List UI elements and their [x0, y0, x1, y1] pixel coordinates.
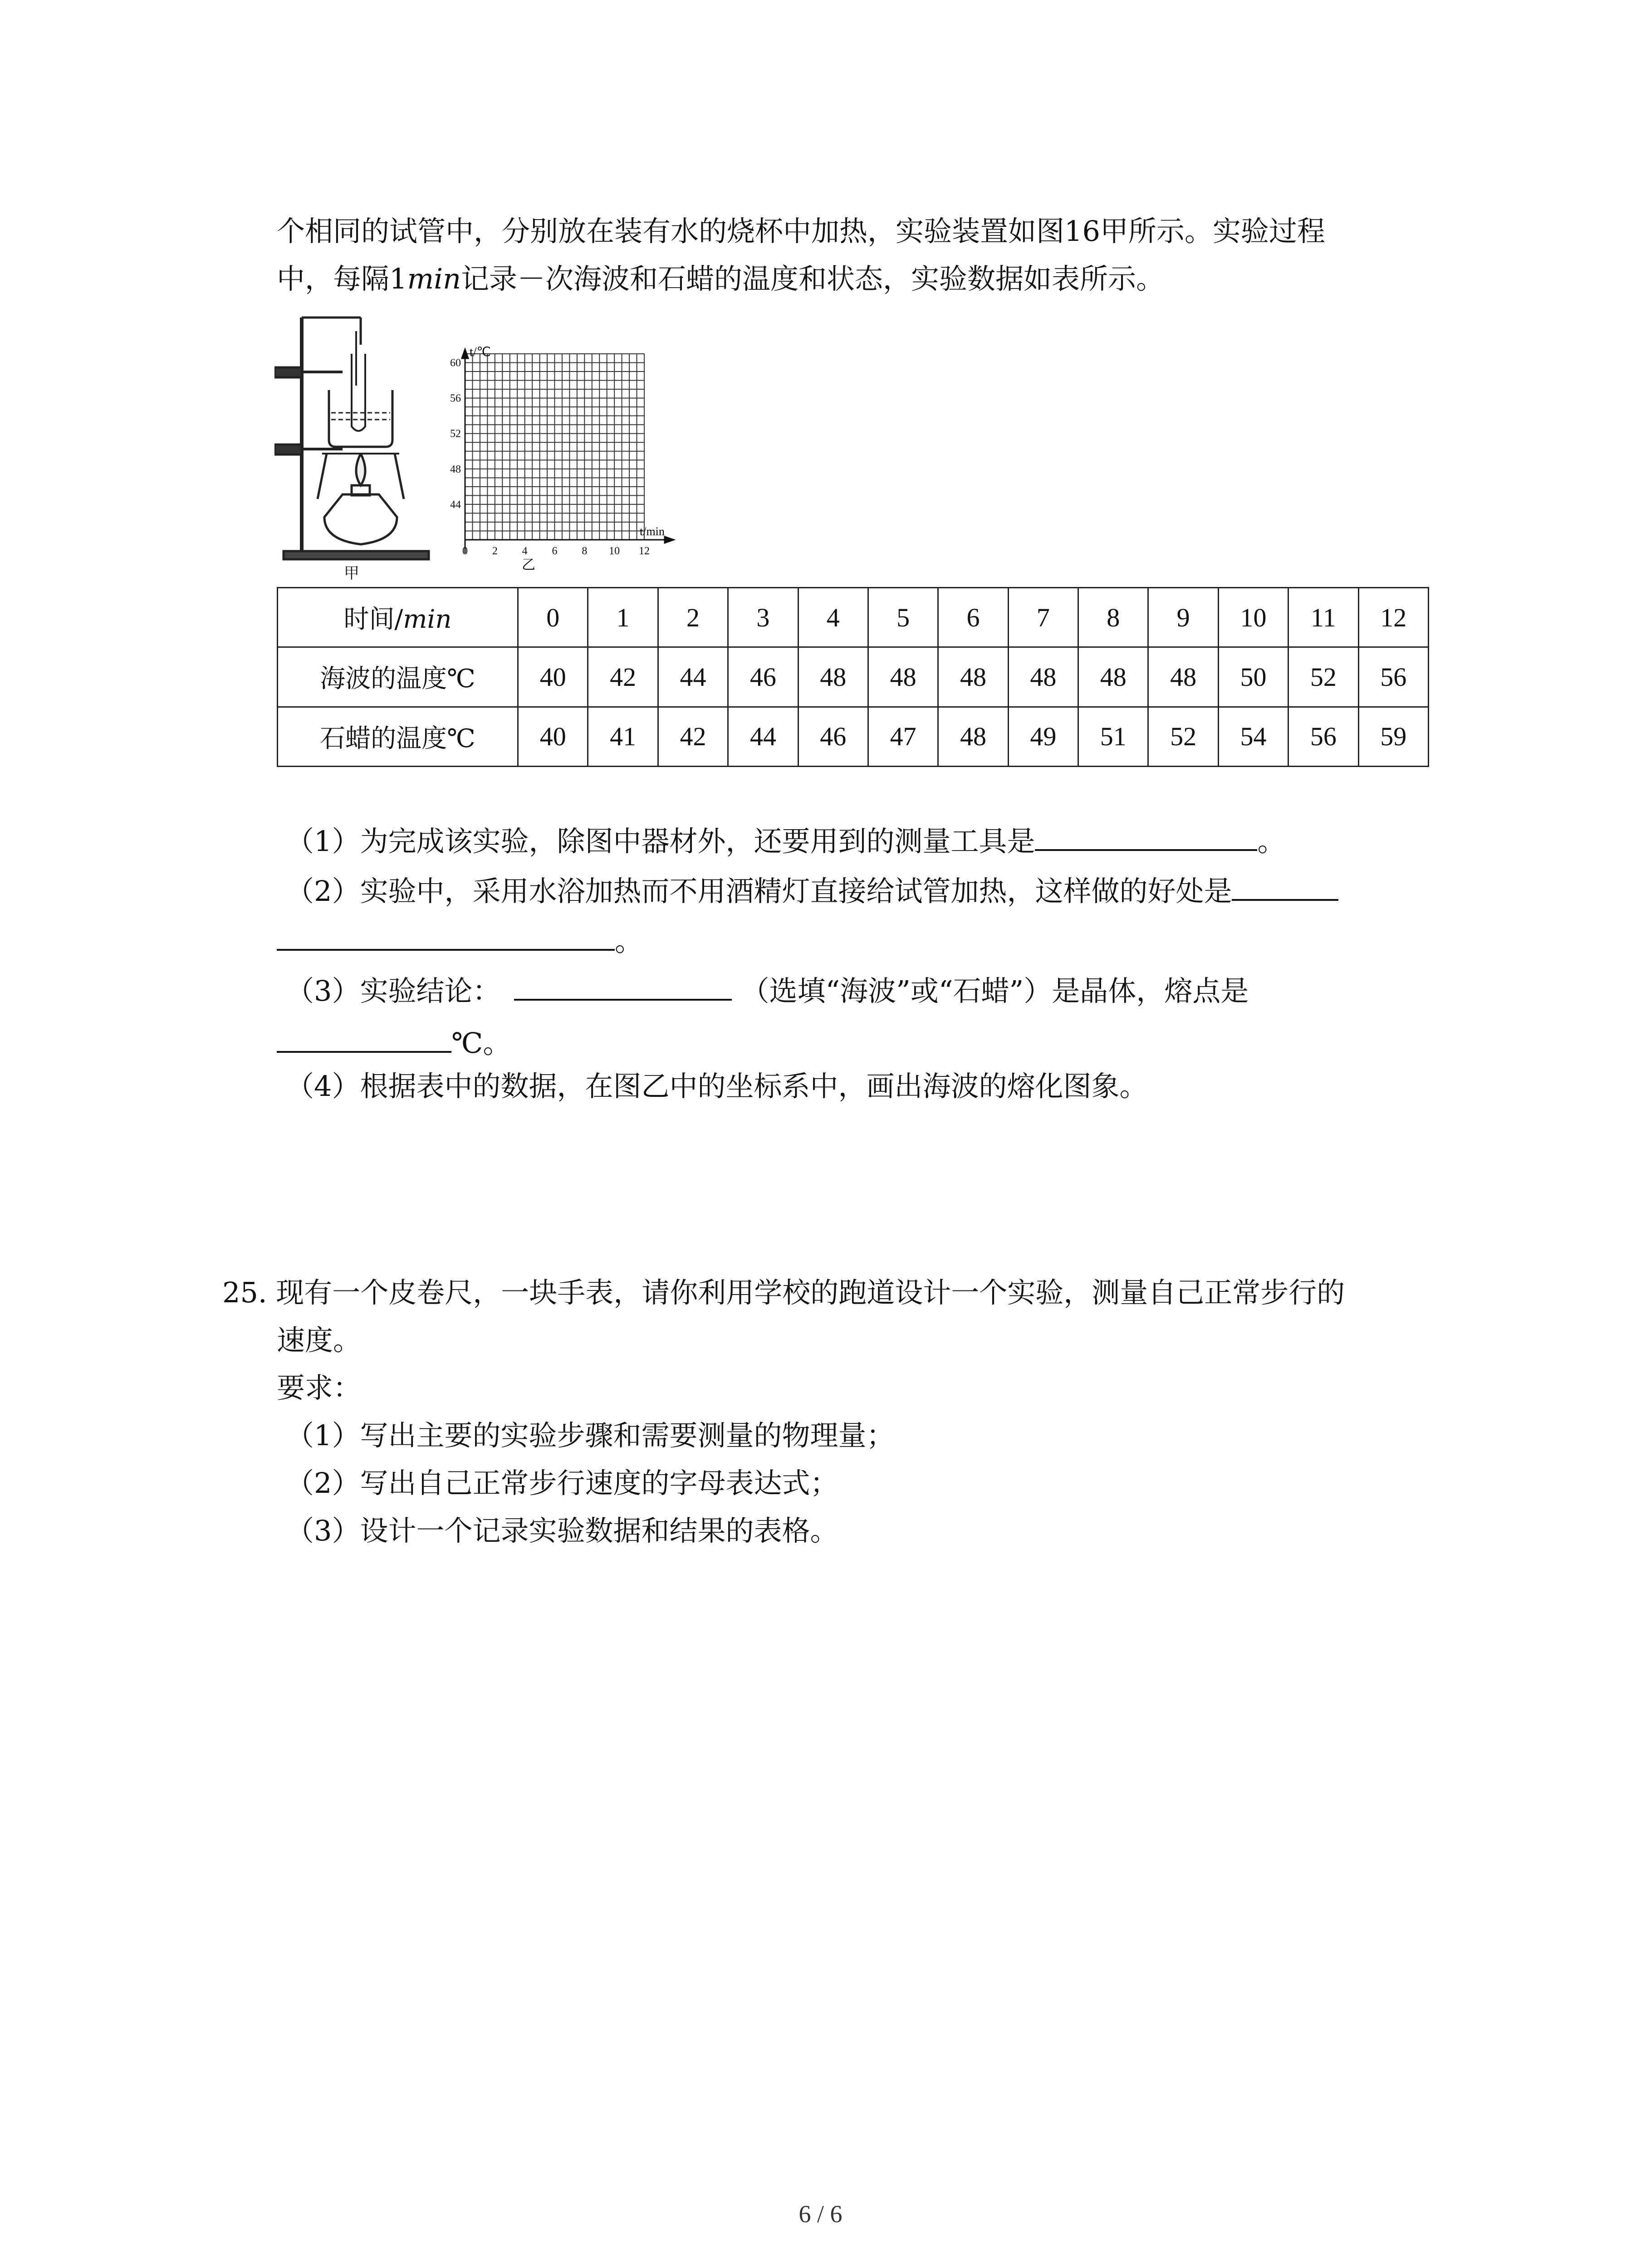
- answer-blank-2b[interactable]: [277, 921, 615, 951]
- x-tick-label: 8: [582, 545, 588, 557]
- question-2-cont: [277, 921, 643, 959]
- q25-req-3: [286, 1513, 838, 1549]
- time-cell: 5: [868, 588, 938, 647]
- temp-cell: 48: [938, 647, 1008, 707]
- temp-cell: 48: [868, 647, 938, 707]
- apparatus-figure: [274, 304, 438, 581]
- temp-cell: 44: [658, 647, 728, 707]
- question-2-end: 。: [615, 924, 643, 958]
- q25-req-label: 要求：: [277, 1371, 362, 1404]
- question-4: [286, 1068, 1147, 1105]
- temp-cell: 44: [728, 707, 798, 766]
- time-cell: 10: [1218, 588, 1288, 647]
- temp-cell: 56: [1288, 707, 1358, 766]
- melting-graph: [445, 345, 699, 572]
- time-cell: 8: [1078, 588, 1148, 647]
- temp-cell: 51: [1078, 707, 1148, 766]
- q25-req-1-text: （1）写出主要的实验步骤和需要测量的物理量；: [286, 1419, 895, 1452]
- graph-grid: [465, 354, 644, 540]
- q25-req-2-text: （2）写出自己正常步行速度的字母表达式；: [286, 1466, 838, 1500]
- temp-cell: 48: [938, 707, 1008, 766]
- temp-cell: 56: [1358, 647, 1429, 707]
- x-axis-arrow: [665, 537, 674, 543]
- intro-line-1: [277, 213, 1325, 249]
- time-cell: 1: [588, 588, 658, 647]
- time-cell: 2: [658, 588, 728, 647]
- question-3-cont: [277, 1023, 511, 1061]
- table-row-time: [278, 588, 1429, 647]
- x-tick-label: 0: [462, 545, 468, 557]
- answer-blank-2a[interactable]: [1232, 871, 1338, 901]
- temp-cell: 42: [658, 707, 728, 766]
- row-label-paraffin: 石蜡的温度℃: [278, 707, 518, 766]
- question-4-text: （4）根据表中的数据，在图乙中的坐标系中，画出海波的熔化图象。: [286, 1070, 1148, 1103]
- q25-text-2: 速度。: [277, 1324, 362, 1357]
- temp-cell: 48: [1008, 647, 1078, 707]
- temp-cell: 50: [1218, 647, 1288, 707]
- q25-text-1: 25. 现有一个皮卷尺，一块手表，请你利用学校的跑道设计一个实验，测量自己正常步行的: [222, 1276, 1345, 1309]
- temp-cell: 48: [1078, 647, 1148, 707]
- stand-base: [284, 551, 429, 559]
- intro-text-2a: 中，每隔1: [277, 262, 407, 295]
- question-3-text: （3）实验结论：: [286, 974, 501, 1007]
- time-cell: 9: [1148, 588, 1218, 647]
- time-cell: 0: [518, 588, 588, 647]
- y-tick-label: 56: [450, 392, 461, 405]
- x-tick-label: 2: [492, 545, 498, 557]
- question-3-end: ℃。: [451, 1026, 511, 1060]
- intro-line-2: [277, 261, 1164, 297]
- question-1-text: （1）为完成该实验，除图中器材外，还要用到的测量工具是: [286, 825, 1035, 858]
- table-row-hypo: [278, 647, 1429, 707]
- temp-cell: 47: [868, 707, 938, 766]
- time-cell: 7: [1008, 588, 1078, 647]
- temp-cell: 54: [1218, 707, 1288, 766]
- q25-line-1: [222, 1275, 1345, 1311]
- row-label-hypo: 海波的温度℃: [278, 647, 518, 707]
- y-axis-label: t/℃: [470, 345, 491, 359]
- time-cell: 11: [1288, 588, 1358, 647]
- q25-req-3-text: （3）设计一个记录实验数据和结果的表格。: [286, 1514, 838, 1547]
- x-tick-label: 10: [609, 545, 620, 557]
- question-2: [286, 871, 1338, 909]
- temp-cell: 48: [1148, 647, 1218, 707]
- temp-cell: 48: [798, 647, 868, 707]
- temp-cell: 40: [518, 647, 588, 707]
- alcohol-lamp: [324, 494, 397, 544]
- page-number: 6 / 6: [798, 2200, 843, 2228]
- x-axis-label: t/min: [640, 525, 665, 538]
- time-cell: 12: [1358, 588, 1429, 647]
- temp-cell: 46: [798, 707, 868, 766]
- question-1: [286, 821, 1285, 860]
- flame: [356, 454, 365, 485]
- temp-cell: 41: [588, 707, 658, 766]
- x-tick-label: 6: [552, 545, 558, 557]
- question-3-text-b: （选填“海波”或“石蜡”）是晶体，熔点是: [741, 974, 1249, 1007]
- graph-caption: 乙: [522, 557, 535, 572]
- time-cell: 3: [728, 588, 798, 647]
- temp-cell: 52: [1148, 707, 1218, 766]
- temp-cell: 42: [588, 647, 658, 707]
- q25-line-2: [277, 1322, 361, 1359]
- x-tick-label: 12: [639, 545, 650, 557]
- answer-blank-3b[interactable]: [277, 1023, 451, 1053]
- temp-cell: 40: [518, 707, 588, 766]
- y-tick-label: 48: [450, 463, 461, 475]
- x-tick-label: 4: [522, 545, 528, 557]
- intro-text-2b: 记录－次海波和石蜡的温度和状态，实验数据如表所示。: [461, 262, 1165, 295]
- temp-cell: 59: [1358, 707, 1429, 766]
- temp-cell: 52: [1288, 647, 1358, 707]
- table-row-paraffin: [278, 707, 1429, 766]
- question-1-end: 。: [1257, 825, 1286, 858]
- y-tick-label: 52: [450, 428, 461, 440]
- temp-cell: 46: [728, 647, 798, 707]
- time-cell: 4: [798, 588, 868, 647]
- q25-req-1: [286, 1418, 894, 1454]
- apparatus-caption: 甲: [344, 564, 359, 581]
- intro-text-1: 个相同的试管中，分别放在装有水的烧杯中加热，实验装置如图16甲所示。实验过程: [277, 215, 1325, 248]
- question-2-text: （2）实验中，采用水浴加热而不用酒精灯直接给试管加热，这样做的好处是: [286, 875, 1232, 908]
- q25-req-2: [286, 1465, 838, 1501]
- beaker: [329, 390, 392, 447]
- intro-unit: min: [407, 262, 461, 295]
- y-tick-label: 44: [450, 499, 461, 511]
- data-table: [277, 587, 1429, 767]
- time-cell: 6: [938, 588, 1008, 647]
- y-tick-label: 60: [450, 357, 461, 369]
- answer-blank-1[interactable]: [1035, 821, 1257, 851]
- answer-blank-3a[interactable]: [514, 971, 732, 1001]
- y-axis-arrow: [462, 349, 468, 358]
- q25-requirements: [277, 1370, 361, 1406]
- temp-cell: 49: [1008, 707, 1078, 766]
- question-3: [286, 971, 1249, 1009]
- header-cell-time: 时间/min: [278, 588, 518, 647]
